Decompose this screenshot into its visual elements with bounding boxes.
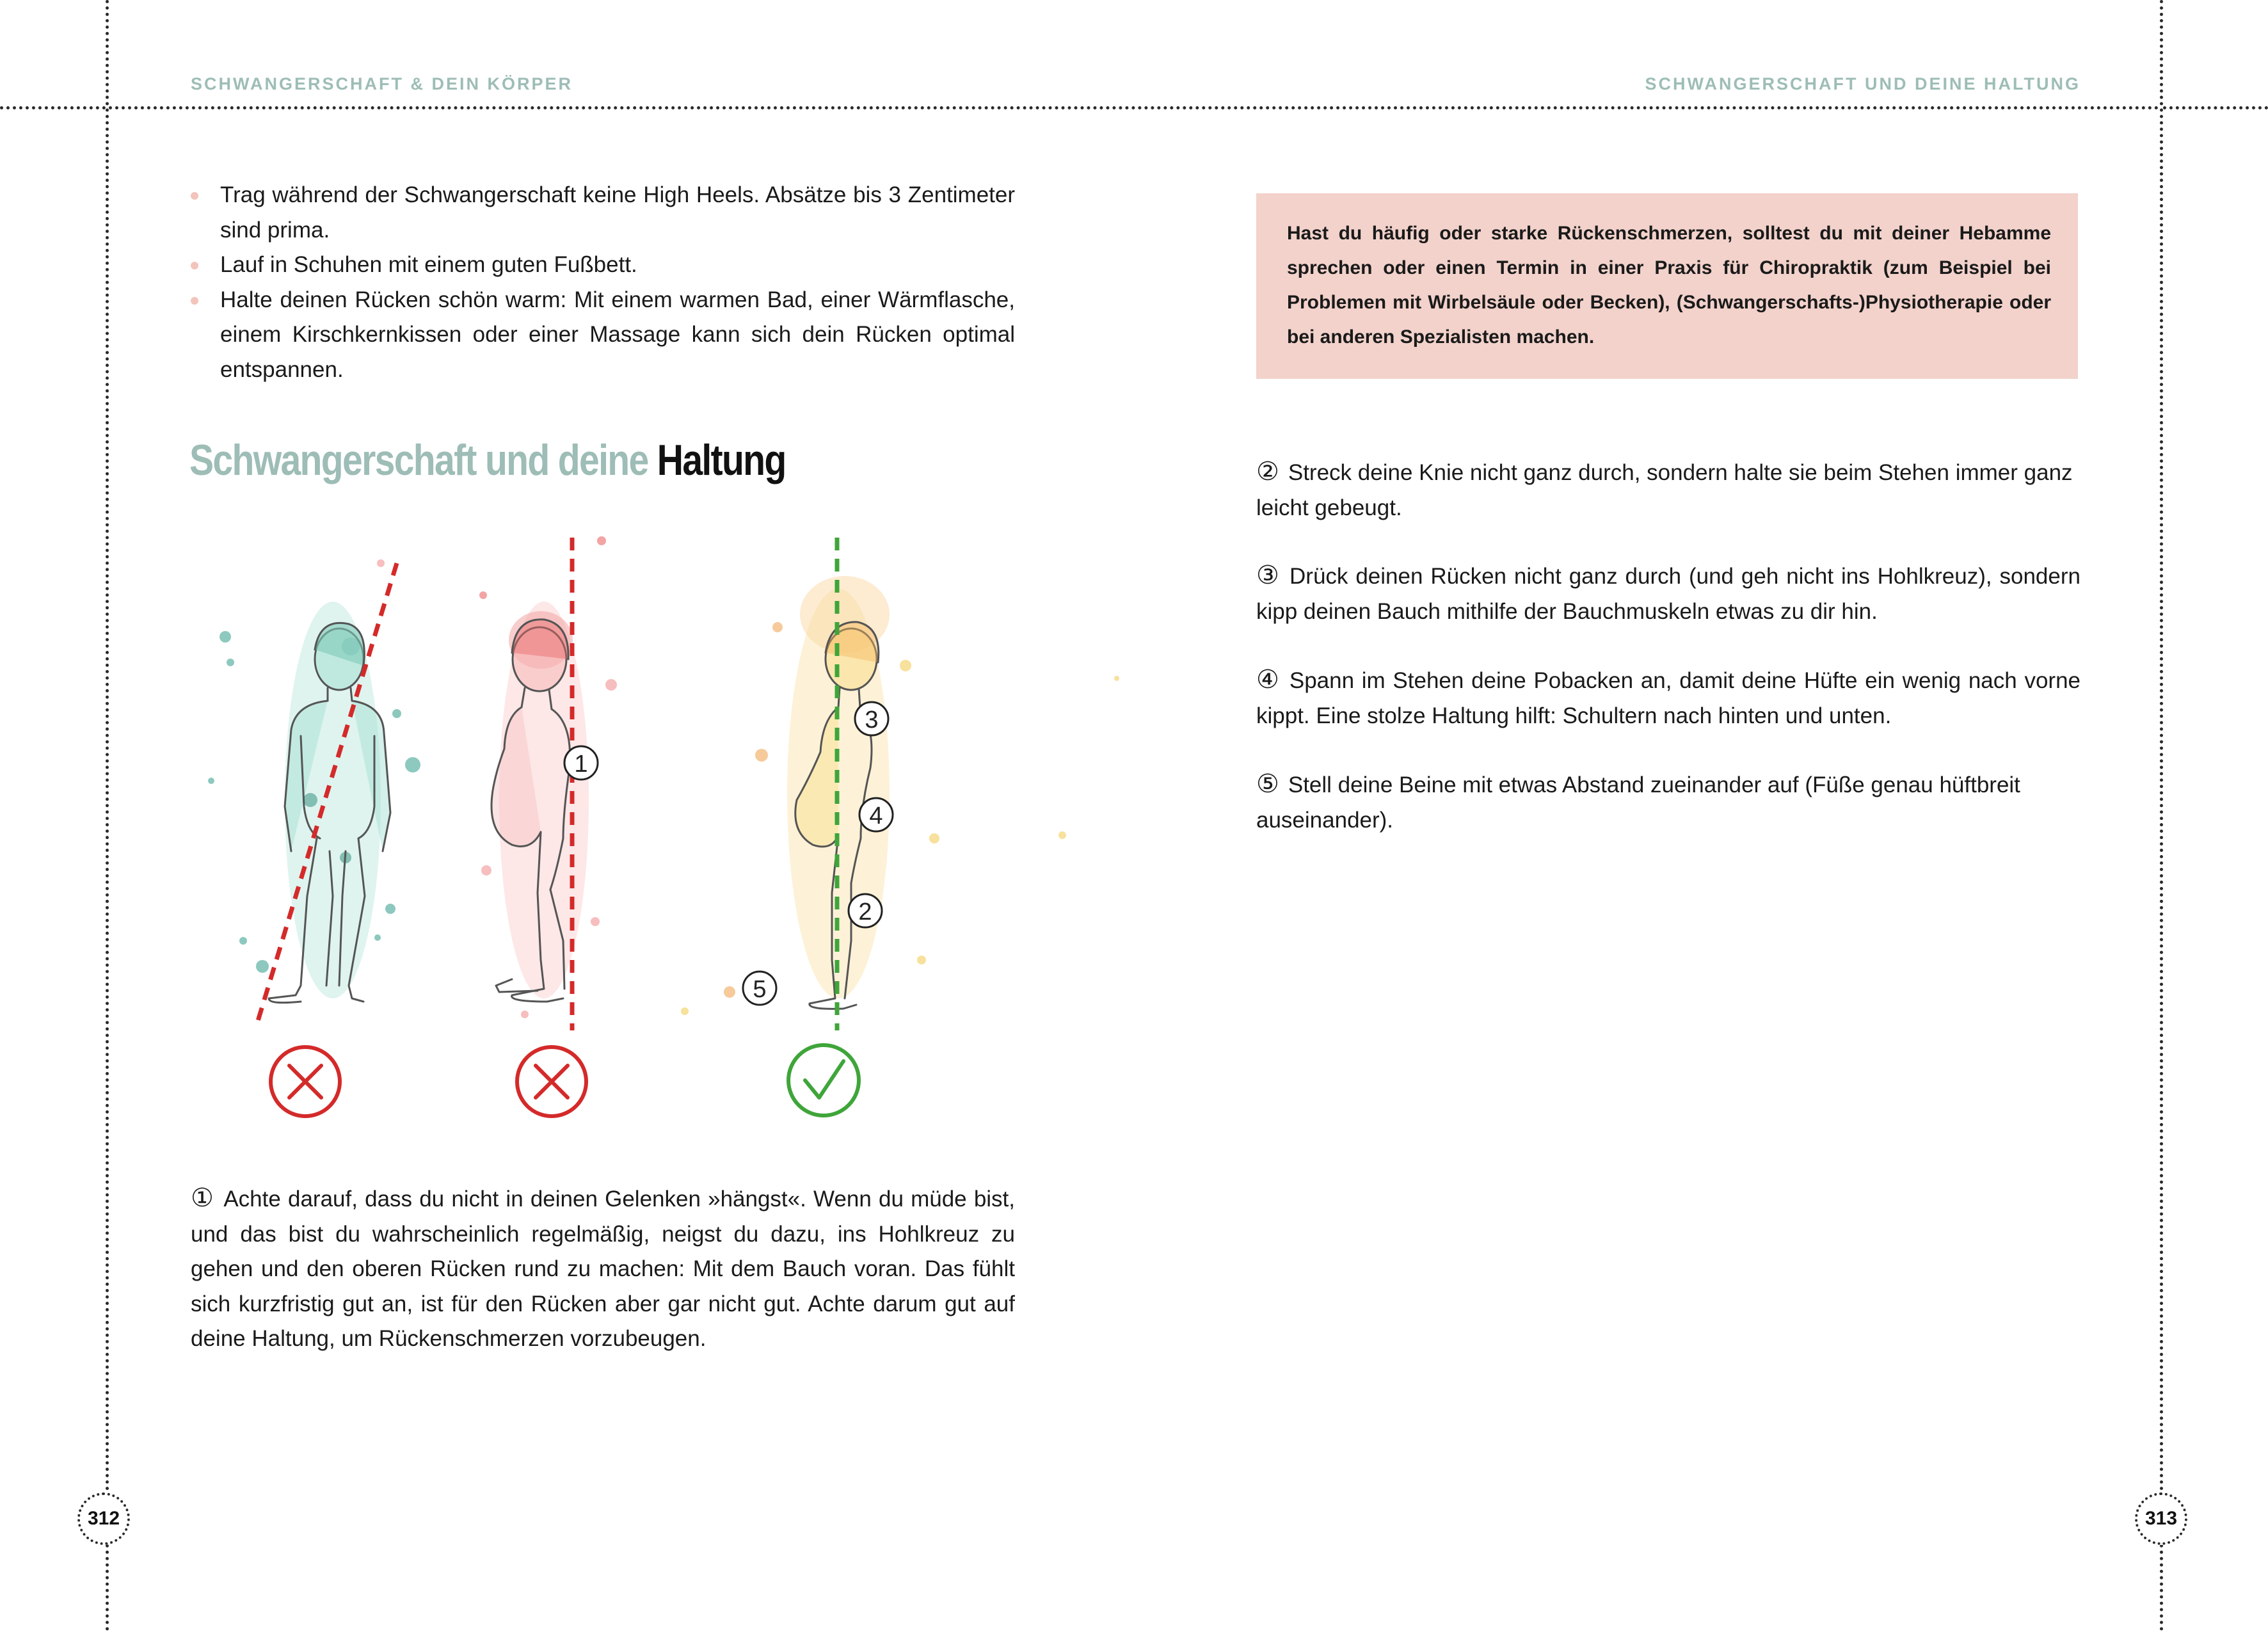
list-item: Trag während der Schwangerschaft keine High Heels. Absätze bis 3 Zentimeter sind prima. (191, 178, 1015, 248)
header-rule-right-outer (2163, 106, 2268, 109)
marker-1 (564, 746, 598, 780)
list-item: Lauf in Schuhen mit einem guten Fußbett. (191, 248, 1015, 283)
note-3: ③ Drück deinen Rücken nicht ganz durch (und geh nicht ins Hohlkreuz), sondern kipp deinen Bauch mithilfe der Bauchmuskeln etwas zu dir hin. (1256, 561, 2080, 624)
watercolor-splash-yellow (681, 576, 1119, 1015)
marker-2 (849, 894, 882, 927)
page-number-right: 313 (2135, 1492, 2187, 1545)
right-trim-line (2160, 0, 2163, 1632)
right-running-title: SCHWANGERSCHAFT UND DEINE HALTUNG (1645, 74, 2080, 93)
note-4: ④ Spann im Stehen deine Pobacken an, damit deine Hüfte ein wenig nach vorne kippt. Eine stolze Haltung hilft: Schultern nach hinten und unten. (1256, 666, 2081, 728)
note-5: ⑤ Stell deine Beine mit etwas Abstand zueinander auf (Füße genau hüftbreit auseinander). (1256, 770, 2020, 833)
note-1: ① Achte darauf, dass du nicht in deinen Gelenken »hängst«. Wenn du müde bist, und das bist du wahrscheinlich regelmäßig, neigst du dazu, ins Hohlkreuz zu gehen und den oberen Rücken rund zu machen: Mit dem Bauch voran. Das fühlt sich kurzfristig gut an, ist für den Rücken aber gar nicht gut. Achte darum gut auf deine Haltung, um Rückenschmerzen vorzubeugen. (191, 1184, 1016, 1351)
bullet-dot (191, 262, 198, 269)
svg-text:2: 2 (858, 899, 872, 925)
wrong-icon (271, 1047, 340, 1116)
note-number: ⑤ (1256, 770, 1279, 798)
list-item: Halte deinen Rücken schön warm: Mit einem warmen Bad, einer Wärmflasche, einem Kirschkernkissen oder einer Massage kann sich dein Rücken optimal entspannen. (191, 283, 1015, 388)
page-number-left: 312 (77, 1492, 130, 1545)
header-rule (109, 106, 2160, 109)
header-rule-left-outer (0, 106, 106, 109)
note-2: ② Streck deine Knie nicht ganz durch, sondern halte sie beim Stehen immer ganz leicht gebeugt. (1256, 458, 2073, 520)
bullet-dot (191, 192, 198, 200)
tips-list (191, 178, 1015, 387)
note-number: ④ (1256, 666, 1281, 694)
svg-text:3: 3 (865, 707, 879, 733)
marker-4 (859, 798, 893, 831)
callout-text: Hast du häufig oder starke Rückenschmerzen, solltest du mit deiner Hebamme sprechen oder einen Termin in einer Praxis für Chiropraktik (zum Beispiel bei Problemen mit Wirbelsäule oder Becken), (Schwangerschafts-)Physiotherapie oder bei anderen Spezialisten machen. (1287, 223, 2051, 348)
section-heading (189, 435, 786, 485)
note-number: ① (191, 1184, 215, 1212)
heading-light-part: Schwangerschaft und deine (189, 436, 648, 484)
svg-text:4: 4 (869, 803, 883, 829)
note-number: ② (1256, 458, 1279, 486)
heading-dark-part: Haltung (657, 436, 786, 484)
left-trim-line (106, 0, 109, 1632)
bullet-dot (191, 297, 198, 305)
info-callout (1256, 193, 2078, 379)
note-number: ③ (1256, 561, 1281, 589)
correct-icon (788, 1045, 859, 1116)
marker-3 (855, 702, 888, 735)
left-running-title: SCHWANGERSCHAFT & DEIN KÖRPER (191, 74, 573, 93)
svg-text:5: 5 (753, 976, 767, 1003)
marker-5 (743, 972, 776, 1005)
wrong-icon (517, 1047, 586, 1116)
posture-illustration (186, 493, 1120, 1126)
svg-text:1: 1 (574, 751, 588, 778)
